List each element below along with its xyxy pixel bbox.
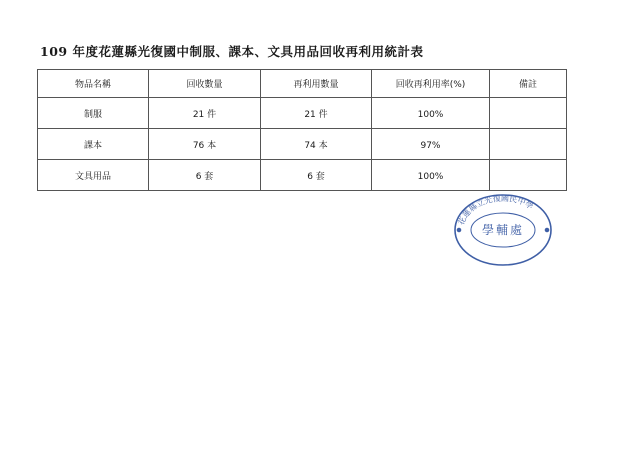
header-note: 備註 (490, 70, 567, 98)
cell-collected: 76 本 (149, 129, 261, 160)
seal-dot-left (458, 229, 461, 232)
school-office-seal (452, 193, 554, 267)
cell-note (490, 160, 567, 191)
seal-dot-right (546, 229, 549, 232)
cell-rate: 97% (372, 129, 490, 160)
table-header-row (38, 70, 567, 98)
cell-item-name: 課本 (38, 129, 149, 160)
table-row (38, 129, 567, 160)
cell-reused: 74 本 (261, 129, 372, 160)
cell-reused: 6 套 (261, 160, 372, 191)
statistics-table (37, 69, 567, 191)
cell-item-name: 制服 (38, 98, 149, 129)
header-collected: 回收數量 (149, 70, 261, 98)
header-rate: 回收再利用率(%) (372, 70, 490, 98)
header-reused: 再利用數量 (261, 70, 372, 98)
cell-rate: 100% (372, 98, 490, 129)
cell-collected: 6 套 (149, 160, 261, 191)
cell-item-name: 文具用品 (38, 160, 149, 191)
table-row (38, 160, 567, 191)
cell-collected: 21 件 (149, 98, 261, 129)
document-title: 109 年度花蓮縣光復國中制服、課本、文具用品回收再利用統計表 (40, 44, 424, 59)
cell-rate: 100% (372, 160, 490, 191)
cell-note (490, 98, 567, 129)
seal-ring-text: 花蓮縣立光復國民中學 (456, 193, 535, 227)
cell-reused: 21 件 (261, 98, 372, 129)
cell-note (490, 129, 567, 160)
table-row (38, 98, 567, 129)
seal-center-text: 學輔處 (481, 223, 525, 237)
header-item-name: 物品名稱 (38, 70, 149, 98)
